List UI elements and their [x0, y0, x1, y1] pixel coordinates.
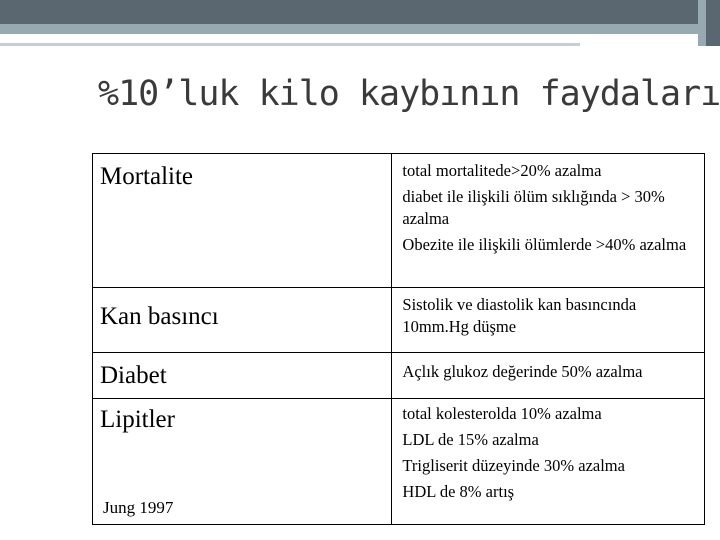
list-item: total kolesterolda 10% azalma — [402, 404, 602, 423]
row-label-cell — [93, 399, 392, 525]
list-item: LDL de 15% azalma — [402, 430, 539, 449]
header-accent-line — [0, 43, 580, 46]
corner-strip-light — [698, 0, 706, 46]
table-row — [93, 154, 705, 288]
header-band-dark — [0, 0, 698, 24]
table-row — [93, 399, 705, 525]
list-item: total mortalitede>20% azalma — [402, 161, 602, 180]
list-item: diabet ile ilişkili ölüm sıklığında > 30% azalma — [402, 187, 665, 228]
row-items-cell — [392, 353, 705, 399]
row-label: Diabet — [100, 362, 167, 389]
row-label: Kan basıncı — [100, 303, 219, 330]
row-items-cell — [392, 154, 705, 288]
row-label-cell — [93, 288, 392, 353]
slide-title: %10’luk kilo kaybının faydaları — [98, 74, 720, 114]
row-label: Mortalite — [100, 163, 194, 190]
row-label: Lipitler — [100, 406, 175, 433]
citation: Jung 1997 — [103, 498, 174, 517]
row-items-cell — [392, 399, 705, 525]
list-item: Açlık glukoz değerinde 50% azalma — [402, 362, 643, 381]
list-item: Trigliserit düzeyinde 30% azalma — [402, 456, 625, 475]
row-items-cell — [392, 288, 705, 353]
list-item: Obezite ile ilişkili ölümlerde >40% azalma — [402, 235, 687, 254]
list-item: HDL de 8% artış — [402, 482, 515, 501]
table-row — [93, 353, 705, 399]
corner-strip-dark — [706, 0, 720, 46]
benefits-table — [92, 153, 705, 525]
list-item: Sistolik ve diastolik kan basıncında 10mm.Hg düşme — [402, 295, 637, 336]
header-band-light — [0, 24, 698, 34]
row-label-cell — [93, 154, 392, 288]
table-row — [93, 288, 705, 353]
row-label-cell — [93, 353, 392, 399]
